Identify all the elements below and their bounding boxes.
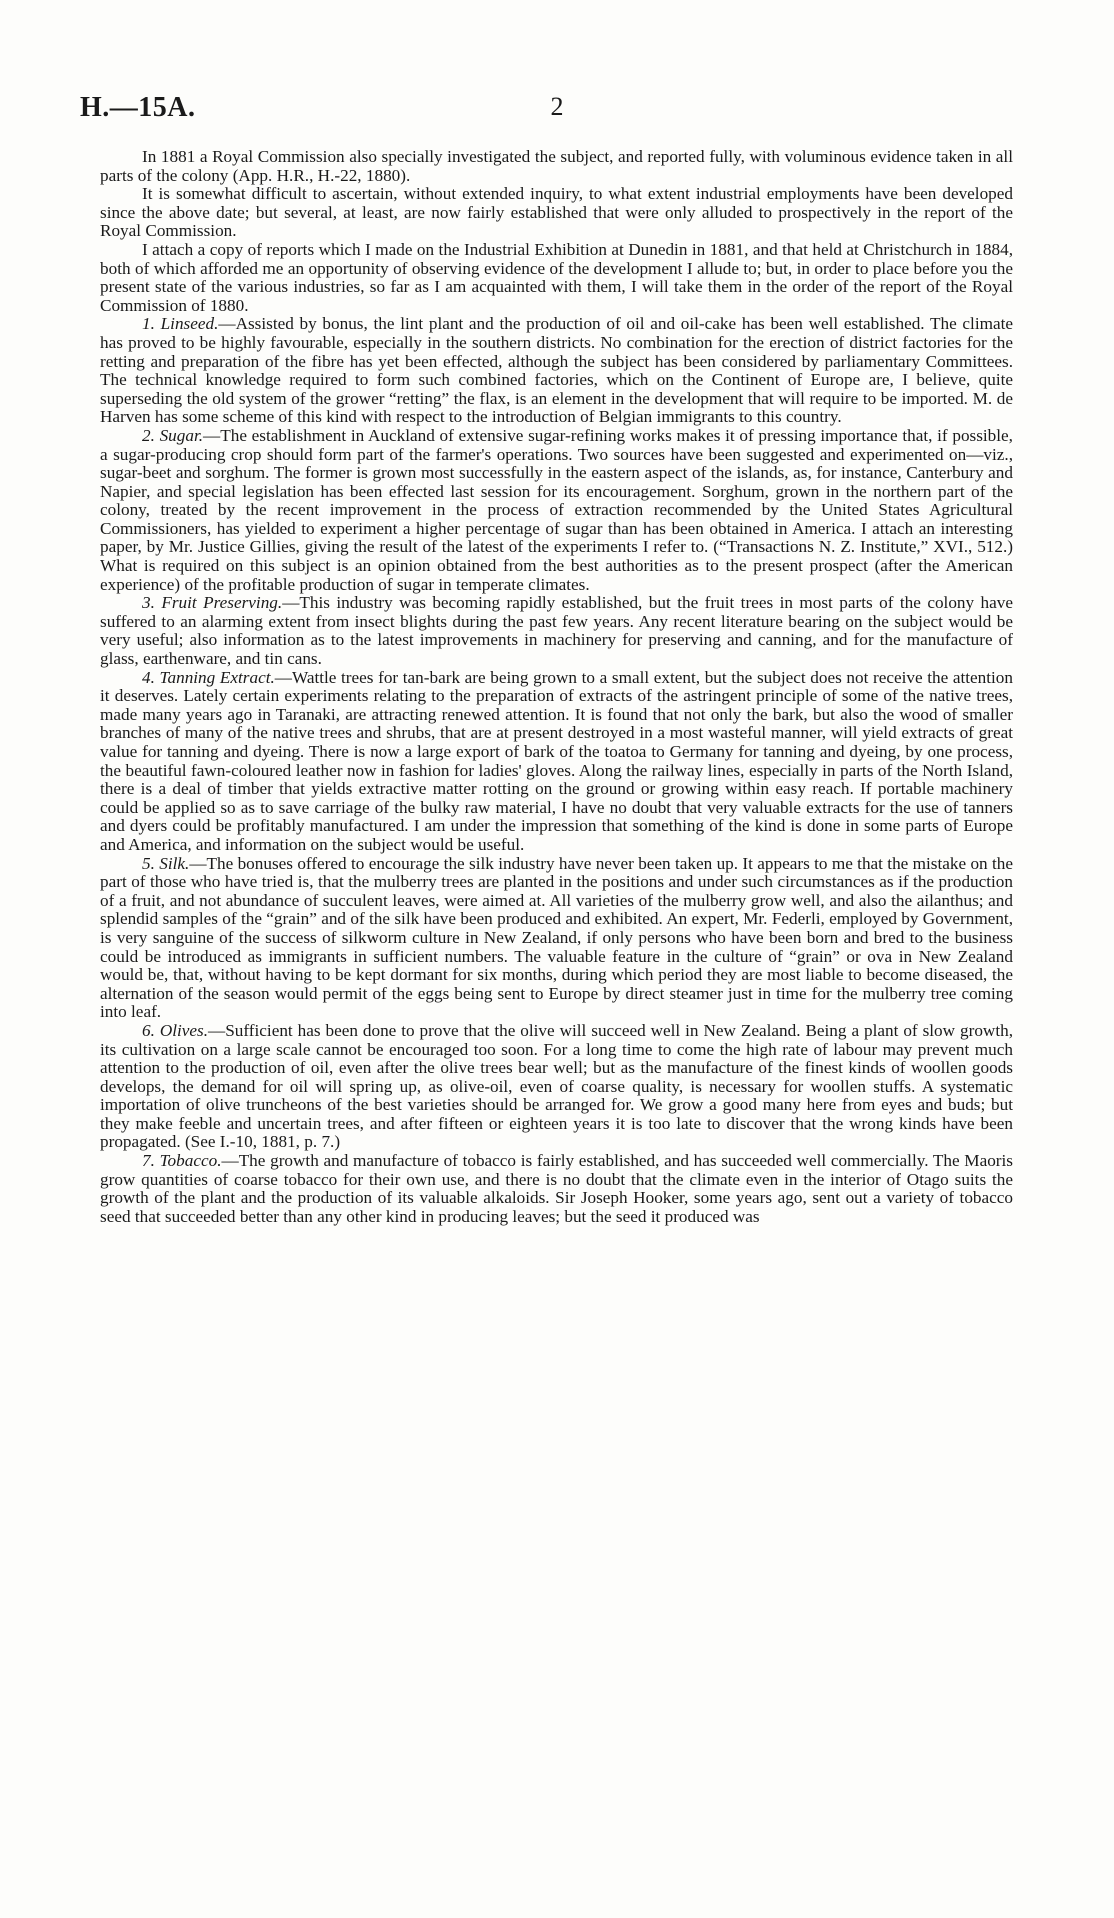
section-sugar [100, 427, 1013, 594]
section-silk [100, 855, 1013, 1022]
section-olives [100, 1022, 1013, 1152]
section-title: 7. Tobacco. [142, 1151, 222, 1171]
section-tanning-extract [100, 669, 1013, 855]
section-title: 6. Olives. [142, 1020, 209, 1040]
section-fruit-preserving [100, 594, 1013, 668]
page-header [80, 92, 1034, 132]
section-text: —The establishment in Auckland of extensive sugar-refining works makes it of pressing importance that, if possible, a sugar-producing crop should form part of the farmer's operations. Two sources have been suggested and experimented on—viz., sugar-beet and sorghum. The former is grown most successfully in the eastern aspect of the islands, as, for instance, Canterbury and Napier, and special legislation has been effected last session for its encouragement. Sorghum, grown in the northern part of the colony, treated by the recent improvement in the process of extraction recommended by the United States Agricultural Commissioners, has yielded to experiment a higher percentage of sugar than has been obtained in America. I attach an interesting paper, by Mr. Justice Gillies, giving the result of the latest of the experiments I refer to. (“Transactions N. Z. Institute,” XVI., 512.) What is required on this subject is an opinion obtained from the best authorities as to the present prospect (after the American experience) of the profitable production of sugar in temperate climates. [100, 425, 1013, 594]
section-text: —Assisted by bonus, the lint plant and the production of oil and oil-cake has been well established. The climate has proved to be highly favourable, especially in the southern districts. No combination for the erection of district factories for the retting and preparation of the fibre has yet been effected, although the subject has been considered by parliamentary Committees. The technical knowledge required to form such combined factories, which on the Continent of Europe are, I believe, quite superseding the old system of the grower “retting” the flax, is an element in the development that will require to be imported. M. de Harven has some scheme of this kind with respect to the introduction of Belgian immigrants to this country. [100, 314, 1014, 427]
paragraph: In 1881 a Royal Commission also specially investigated the subject, and reported fully, with voluminous evidence taken in all parts of the colony (App. H.R., H.-22, 1880). [100, 147, 1013, 185]
paragraph: I attach a copy of reports which I made on the Industrial Exhibition at Dunedin in 1881, and that held at Christchurch in 1884, both of which afforded me an opportunity of observing evidence of the development I allude to; but, in order to place before you the present state of the various industries, so far as I am acquainted with them, I will take them in the order of the report of the Royal Commission of 1880. [100, 239, 1013, 315]
section-linseed [100, 315, 1013, 427]
section-text: —Wattle trees for tan-bark are being grown to a small extent, but the subject does not receive the attention it deserves. Lately certain experiments relating to the preparation of extracts of the astringent principle of some of the native trees, made many years ago in Taranaki, are attracting renewed attention. It is found that not only the bark, but also the wood of smaller branches of many of the native trees and shrubs, that are at present destroyed in a most wasteful manner, will yield extracts of great value for tanning and dyeing. There is now a large export of bark of the toatoa to Germany for tanning and dyeing, by one process, the beautiful fawn-coloured leather now in fashion for ladies' gloves. Along the railway lines, especially in parts of the North Island, there is a deal of timber that yields extractive matter rotting on the ground or growing within easy reach. If portable machinery could be applied so as to save carriage of the bulky raw material, I have no doubt that very valuable extracts for the use of tanners and dyers could be profitably manufactured. I am under the impression that something of the kind is done in some parts of Europe and America, and information on the subject would be useful. [100, 667, 1013, 854]
paragraph: It is somewhat difficult to ascertain, without extended inquiry, to what extent industrial employments have been developed since the above date; but several, at least, are now fairly established that were only alluded to prospectively in the report of the Royal Commission. [100, 184, 1013, 241]
section-tobacco [100, 1152, 1013, 1226]
body-text [100, 148, 1013, 1226]
section-title: 3. Fruit Preserving. [142, 593, 283, 613]
section-title: 2. Sugar. [142, 425, 204, 445]
section-title: 5. Silk. [142, 853, 190, 873]
section-text: —This industry was becoming rapidly established, but the fruit trees in most parts of the colony have suffered to an alarming extent from insect blights during the past few years. Any recent literature bearing on the subject would be very useful; also information as to the latest improvements in machinery for preserving and canning, and for the manufacture of glass, earthenware, and tin cans. [100, 593, 1013, 669]
page-number: 2 [550, 92, 564, 121]
section-text: —The bonuses offered to encourage the silk industry have never been taken up. It appears to me that the mistake on the part of those who have tried is, that the mulberry trees are planted in the positions and under such circumstances as if the production of a fruit, and not abundance of succulent leaves, were aimed at. All varieties of the mulberry grow well, and also the ailanthus; and splendid samples of the “grain” and of the silk have been produced and exhibited. An expert, Mr. Federli, employed by Government, is very sanguine of the success of silkworm culture in New Zealand, if only persons who have been born and bred to the business could be introduced as immigrants in sufficient numbers. The valuable feature in the culture of “grain” or ova in New Zealand would be, that, without having to be kept dormant for six months, during which period they are most liable to become diseased, the alternation of the season would permit of the eggs being sent to Europe by direct steamer just in time for the mulberry tree coming into leaf. [100, 853, 1013, 1022]
section-text: —Sufficient has been done to prove that the olive will succeed well in New Zealand. Being a plant of slow growth, its cultivation on a large scale cannot be encouraged too soon. For a long time to come the high rate of labour may prevent much attention to the production of oil, even after the olive trees bear well; but as the manufacture of the finest kinds of woollen goods develops, the demand for oil will spring up, as olive-oil, even of coarse quality, is necessary for woollen stuffs. A systematic importation of olive truncheons of the best varieties should be arranged for. We grow a good many here from eyes and buds; but they make feeble and uncertain trees, and after fifteen or eighteen years it is too late to discover that the wrong kinds have been propagated. (See I.-10, 1881, p. 7.) [100, 1020, 1013, 1152]
section-text: —The growth and manufacture of tobacco is fairly established, and has succeeded well commercially. The Maoris grow quantities of coarse tobacco for their own use, and there is no doubt that the climate even in the interior of Otago suits the growth of the plant and the production of its valuable alkaloids. Sir Joseph Hooker, some years ago, sent out a variety of tobacco seed that succeeded better than any other kind in producing leaves; but the seed it produced was [100, 1151, 1013, 1226]
document-reference: H.—15A. [80, 92, 196, 123]
section-title: 4. Tanning Extract. [142, 667, 275, 687]
section-title: 1. Linseed. [142, 314, 219, 334]
